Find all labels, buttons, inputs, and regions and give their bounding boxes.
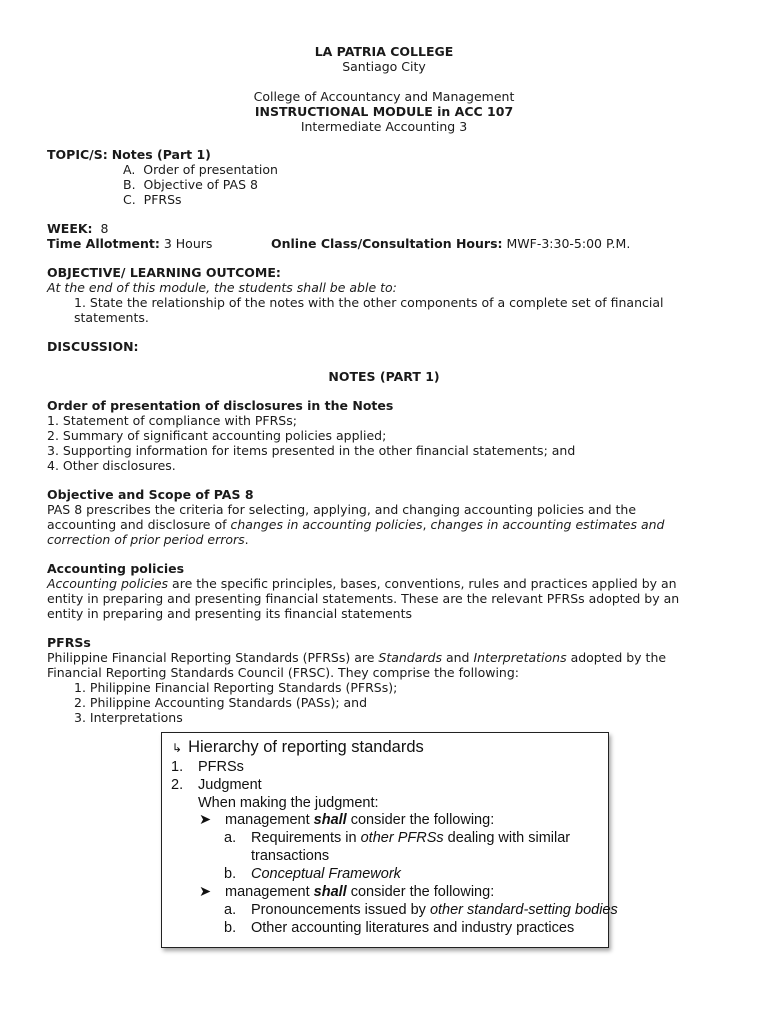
- hierarchy-sub-item: [251, 901, 618, 919]
- pas8-section: [47, 487, 708, 547]
- mgmt-text: consider the following:: [346, 884, 495, 900]
- topic-marker: C.: [123, 192, 136, 207]
- topic-item: [47, 162, 708, 177]
- arrow-bullet-icon: ↳: [172, 741, 183, 755]
- hierarchy-sub-item: Conceptual Framework: [251, 866, 401, 882]
- shall-emphasis: shall: [313, 812, 347, 828]
- pas8-text: .: [244, 532, 249, 547]
- pas8-heading: Objective and Scope of PAS 8: [47, 487, 254, 502]
- pas8-italic: changes in accounting estimates: [430, 517, 637, 532]
- sub-italic: other PFRSs: [360, 830, 444, 846]
- pas8-line: [47, 532, 708, 547]
- pas8-text: and: [636, 517, 665, 532]
- topic-marker: A.: [123, 162, 136, 177]
- pas8-line: PAS 8 prescribes the criteria for selecting, applying, and changing accounting policies and the: [47, 502, 637, 517]
- sub-marker: b.: [224, 920, 237, 936]
- time-label: Time Allotment:: [47, 236, 160, 251]
- week-label: WEEK:: [47, 221, 93, 236]
- hierarchy-sub-item-cont: transactions: [251, 848, 330, 864]
- mgmt-text: consider the following:: [346, 812, 495, 828]
- topic-item: [47, 177, 708, 192]
- pfrss-italic: Standards: [378, 650, 442, 665]
- sub-marker: b.: [224, 866, 237, 882]
- pfrss-text: Philippine Financial Reporting Standards (PFRSs) are: [47, 650, 379, 665]
- hierarchy-mgmt-line: [225, 811, 494, 829]
- college-city: Santiago City: [342, 59, 426, 74]
- list-item: 1. Philippine Financial Reporting Standards (PFRSs);: [74, 680, 398, 695]
- pfrss-text: and: [442, 650, 474, 665]
- sub-marker: a.: [224, 830, 237, 846]
- topic-item: [47, 192, 708, 207]
- pas8-text: ,: [422, 517, 431, 532]
- arrowhead-bullet-icon: ➤: [199, 812, 212, 828]
- list-item: 4. Other disclosures.: [47, 458, 176, 473]
- topic-section: [47, 147, 708, 207]
- hierarchy-item-judgment: Judgment: [198, 777, 262, 793]
- pfrss-heading: PFRSs: [47, 635, 91, 650]
- shall-emphasis: shall: [313, 884, 347, 900]
- college-name: LA PATRIA COLLEGE: [314, 44, 454, 59]
- hierarchy-title-text: Hierarchy of reporting standards: [188, 738, 424, 756]
- week-value: 8: [100, 221, 109, 236]
- policies-line: entity in preparing and presenting financial statements. These are the relevant PFRSs adopted by an: [47, 591, 680, 606]
- hierarchy-number: 1.: [171, 759, 184, 775]
- hierarchy-item-pfrss: PFRSs: [198, 759, 244, 775]
- week-section: [47, 221, 708, 251]
- hierarchy-sub-item: Other accounting literatures and industry practices: [251, 920, 575, 936]
- discussion-heading: DISCUSSION:: [47, 339, 139, 354]
- list-item: 1. Statement of compliance with PFRSs;: [47, 413, 297, 428]
- pfrss-text: adopted by the: [566, 650, 667, 665]
- topic-text: Order of presentation: [143, 162, 278, 177]
- time-value: 3 Hours: [163, 236, 213, 251]
- order-section: [47, 398, 708, 473]
- objective-item-cont: statements.: [74, 310, 149, 325]
- list-item: 2. Summary of significant accounting policies applied;: [47, 428, 387, 443]
- sub-marker: a.: [224, 902, 237, 918]
- order-heading: Order of presentation of disclosures in the Notes: [47, 398, 394, 413]
- objective-item: 1. State the relationship of the notes with the other components of a complete set of financial: [74, 295, 664, 310]
- hierarchy-figure: [161, 732, 618, 948]
- consult-value: MWF-3:30-5:00 P.M.: [506, 236, 631, 251]
- hierarchy-title: [172, 738, 424, 757]
- sub-italic: other standard-setting bodies: [429, 902, 618, 918]
- pfrss-italic: Interpretations: [473, 650, 567, 665]
- pas8-text: accounting and disclosure of: [47, 517, 231, 532]
- mgmt-text: management: [225, 812, 314, 828]
- topic-label: TOPIC/S:: [47, 147, 108, 162]
- policies-text: are the specific principles, bases, conventions, rules and practices applied by an: [168, 576, 677, 591]
- hierarchy-number: 2.: [171, 777, 184, 793]
- list-item: 3. Interpretations: [74, 710, 183, 725]
- module-title: INSTRUCTIONAL MODULE in ACC 107: [254, 104, 514, 119]
- topic-text: Objective of PAS 8: [143, 177, 258, 192]
- hierarchy-sub-item: [251, 829, 570, 847]
- objective-section: [47, 265, 708, 325]
- hierarchy-mgmt-line: [225, 883, 494, 901]
- hierarchy-when: When making the judgment:: [198, 795, 379, 811]
- document-header: [0, 44, 768, 134]
- pfrss-line: Financial Reporting Standards Council (FRSC). They comprise the following:: [47, 665, 519, 680]
- topic-text: PFRSs: [143, 192, 182, 207]
- sub-text: Requirements in: [251, 830, 361, 846]
- pas8-line: [47, 517, 708, 532]
- policies-section: [47, 561, 708, 621]
- topic-marker: B.: [123, 177, 136, 192]
- policies-line: entity in preparing and presenting its financial statements: [47, 606, 413, 621]
- objective-label: OBJECTIVE/ LEARNING OUTCOME:: [47, 265, 281, 280]
- objective-intro: At the end of this module, the students shall be able to:: [47, 280, 397, 295]
- sub-text: Pronouncements issued by: [251, 902, 430, 918]
- pfrss-section: [47, 635, 708, 725]
- topic-value: Notes (Part 1): [111, 147, 211, 162]
- department-name: College of Accountancy and Management: [253, 89, 515, 104]
- pas8-italic: changes in accounting policies: [230, 517, 423, 532]
- consult-label: Online Class/Consultation Hours:: [271, 236, 503, 251]
- course-name: Intermediate Accounting 3: [300, 119, 468, 134]
- policies-line: [47, 576, 708, 591]
- list-item: 3. Supporting information for items presented in the other financial statements; and: [47, 443, 576, 458]
- list-item: 2. Philippine Accounting Standards (PASs); and: [74, 695, 368, 710]
- arrowhead-bullet-icon: ➤: [199, 884, 212, 900]
- policies-heading: Accounting policies: [47, 561, 185, 576]
- discussion-label: [47, 339, 708, 354]
- mgmt-text: management: [225, 884, 314, 900]
- policies-italic: Accounting policies: [47, 576, 169, 591]
- pas8-italic: correction of prior period errors: [47, 532, 245, 547]
- sub-text: dealing with similar: [443, 830, 571, 846]
- notes-title: NOTES (PART 1): [328, 369, 440, 384]
- pfrss-line: [47, 650, 708, 665]
